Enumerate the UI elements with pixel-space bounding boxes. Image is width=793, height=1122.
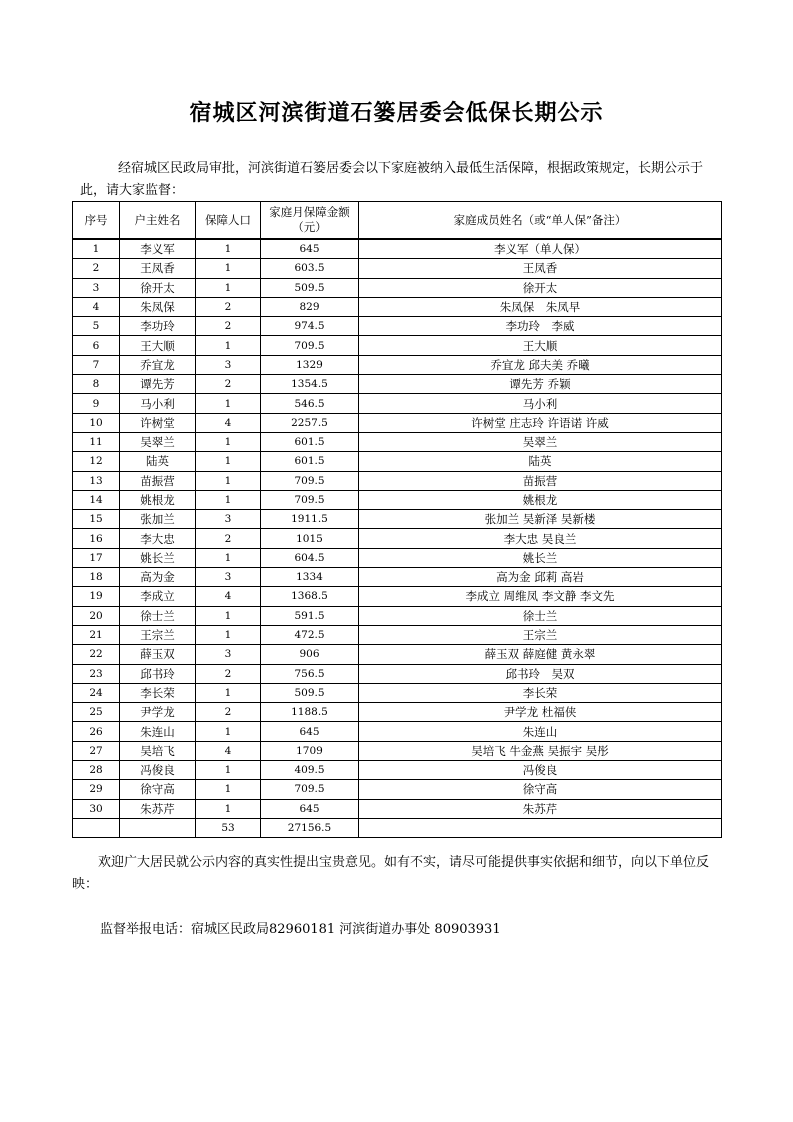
- cell-monthly-amount: 1368.5: [261, 587, 359, 606]
- cell-household-head: 高为金: [120, 568, 196, 587]
- table-total-row: [73, 818, 722, 837]
- cell-covered-persons: 2: [196, 703, 261, 722]
- cell-household-head: 王宗兰: [120, 625, 196, 644]
- cell-monthly-amount: 472.5: [261, 625, 359, 644]
- cell-family-members: 徐开太: [359, 278, 722, 297]
- cell-family-members: 姚根龙: [359, 490, 722, 509]
- cell-covered-persons: 4: [196, 413, 261, 432]
- table-row: [73, 761, 722, 780]
- table-row: [73, 703, 722, 722]
- cell-family-members: 许树堂 庄志玲 许语诺 许威: [359, 413, 722, 432]
- cell-family-members: 薛玉双 薛庭健 黄永翠: [359, 645, 722, 664]
- cell-serial: 21: [73, 625, 120, 644]
- cell-covered-persons: 3: [196, 645, 261, 664]
- cell-household-head: 尹学龙: [120, 703, 196, 722]
- cell-serial: 1: [73, 239, 120, 259]
- table-row: [73, 722, 722, 741]
- cell-monthly-amount: 645: [261, 799, 359, 818]
- cell-serial: 24: [73, 683, 120, 702]
- cell-serial: 28: [73, 761, 120, 780]
- table-row: [73, 394, 722, 413]
- cell-covered-persons: 4: [196, 587, 261, 606]
- cell-monthly-amount: 756.5: [261, 664, 359, 683]
- cell-household-head: 李大忠: [120, 529, 196, 548]
- cell-monthly-amount: 604.5: [261, 548, 359, 567]
- cell-family-members: 谭先芳 乔颖: [359, 375, 722, 394]
- cell-serial: 13: [73, 471, 120, 490]
- cell-monthly-amount: 1354.5: [261, 375, 359, 394]
- cell-serial: 15: [73, 510, 120, 529]
- cell-monthly-amount: 603.5: [261, 259, 359, 278]
- cell-family-members: 李功玲 李威: [359, 317, 722, 336]
- cell-serial: 8: [73, 375, 120, 394]
- cell-monthly-amount: 601.5: [261, 432, 359, 451]
- cell-household-head: 陆英: [120, 452, 196, 471]
- cell-covered-persons: 2: [196, 297, 261, 316]
- assistance-table: [72, 201, 722, 838]
- cell-family-members: 陆英: [359, 452, 722, 471]
- cell-monthly-amount: 974.5: [261, 317, 359, 336]
- cell-serial: 16: [73, 529, 120, 548]
- cell-monthly-amount: 709.5: [261, 471, 359, 490]
- header-covered-persons: 保障人口: [196, 202, 261, 240]
- cell-monthly-amount: 2257.5: [261, 413, 359, 432]
- cell-household-head: 薛玉双: [120, 645, 196, 664]
- cell-monthly-amount: 591.5: [261, 606, 359, 625]
- cell-household-head: 邱书玲: [120, 664, 196, 683]
- cell-family-members: 马小利: [359, 394, 722, 413]
- table-body: [73, 239, 722, 838]
- cell-covered-persons: 1: [196, 278, 261, 297]
- cell-covered-persons: 1: [196, 471, 261, 490]
- table-row: [73, 375, 722, 394]
- cell-monthly-amount: 1709: [261, 741, 359, 760]
- cell-covered-persons: 1: [196, 683, 261, 702]
- table-row: [73, 259, 722, 278]
- cell-household-head: 徐士兰: [120, 606, 196, 625]
- cell-household-head: 李长荣: [120, 683, 196, 702]
- cell-household-head: 冯俊良: [120, 761, 196, 780]
- cell-covered-persons: 1: [196, 239, 261, 259]
- cell-monthly-amount: 1188.5: [261, 703, 359, 722]
- cell-serial: 25: [73, 703, 120, 722]
- cell-family-members: 王宗兰: [359, 625, 722, 644]
- cell-family-members: 李大忠 吴良兰: [359, 529, 722, 548]
- cell-covered-persons: 1: [196, 606, 261, 625]
- table-row: [73, 780, 722, 799]
- cell-serial: 29: [73, 780, 120, 799]
- cell-covered-persons: 53: [196, 818, 261, 837]
- cell-household-head: 徐开太: [120, 278, 196, 297]
- cell-household-head: 李功玲: [120, 317, 196, 336]
- cell-serial: 9: [73, 394, 120, 413]
- cell-covered-persons: 2: [196, 529, 261, 548]
- cell-covered-persons: 2: [196, 317, 261, 336]
- cell-monthly-amount: 709.5: [261, 780, 359, 799]
- cell-covered-persons: 1: [196, 432, 261, 451]
- cell-covered-persons: 1: [196, 336, 261, 355]
- table-row: [73, 625, 722, 644]
- cell-family-members: 王凤香: [359, 259, 722, 278]
- cell-covered-persons: 1: [196, 452, 261, 471]
- table-header-row: [73, 202, 722, 240]
- table-row: [73, 317, 722, 336]
- cell-household-head: 朱苏芹: [120, 799, 196, 818]
- table-row: [73, 336, 722, 355]
- cell-serial: 19: [73, 587, 120, 606]
- table-row: [73, 413, 722, 432]
- intro-paragraph: 经宿城区民政局审批，河滨街道石篓居委会以下家庭被纳入最低生活保障，根据政策规定，长期公示于此，请大家监督：: [80, 161, 704, 198]
- cell-covered-persons: 3: [196, 355, 261, 374]
- cell-household-head: 乔宜龙: [120, 355, 196, 374]
- header-monthly-amount: 家庭月保障金额（元）: [261, 202, 359, 240]
- cell-covered-persons: 4: [196, 741, 261, 760]
- cell-monthly-amount: 27156.5: [261, 818, 359, 837]
- table-row: [73, 741, 722, 760]
- table-row: [73, 355, 722, 374]
- table-row: [73, 645, 722, 664]
- cell-family-members: 乔宜龙 邱夫美 乔曦: [359, 355, 722, 374]
- cell-family-members: 姚长兰: [359, 548, 722, 567]
- hotline-text: 监督举报电话：宿城区民政局82960181 河滨街道办事处 80903931: [100, 922, 501, 937]
- cell-family-members: 邱书玲 吴双: [359, 664, 722, 683]
- cell-household-head: 许树堂: [120, 413, 196, 432]
- cell-monthly-amount: 645: [261, 239, 359, 259]
- cell-household-head: 王凤香: [120, 259, 196, 278]
- cell-family-members: 张加兰 吴新泽 吴新楼: [359, 510, 722, 529]
- cell-covered-persons: 1: [196, 799, 261, 818]
- table-row: [73, 529, 722, 548]
- cell-serial: 30: [73, 799, 120, 818]
- cell-household-head: 朱连山: [120, 722, 196, 741]
- table-row: [73, 239, 722, 259]
- header-family-members: 家庭成员姓名（或“单人保”备注）: [359, 202, 722, 240]
- cell-serial: 26: [73, 722, 120, 741]
- cell-serial: 3: [73, 278, 120, 297]
- cell-covered-persons: 1: [196, 722, 261, 741]
- cell-household-head: 张加兰: [120, 510, 196, 529]
- cell-covered-persons: 1: [196, 490, 261, 509]
- table-row: [73, 799, 722, 818]
- cell-family-members: 尹学龙 杜福侠: [359, 703, 722, 722]
- cell-covered-persons: 3: [196, 510, 261, 529]
- cell-household-head: 马小利: [120, 394, 196, 413]
- cell-serial: 11: [73, 432, 120, 451]
- cell-covered-persons: 3: [196, 568, 261, 587]
- cell-family-members: 李义军（单人保）: [359, 239, 722, 259]
- table-row: [73, 606, 722, 625]
- cell-covered-persons: 1: [196, 548, 261, 567]
- cell-monthly-amount: 601.5: [261, 452, 359, 471]
- cell-serial: 22: [73, 645, 120, 664]
- table-row: [73, 568, 722, 587]
- cell-covered-persons: 1: [196, 394, 261, 413]
- cell-household-head: 李义军: [120, 239, 196, 259]
- table-row: [73, 683, 722, 702]
- cell-serial: 7: [73, 355, 120, 374]
- cell-family-members: 冯俊良: [359, 761, 722, 780]
- cell-family-members: 高为金 邱莉 高岩: [359, 568, 722, 587]
- cell-monthly-amount: 409.5: [261, 761, 359, 780]
- header-serial: 序号: [73, 202, 120, 240]
- cell-family-members: 王大顺: [359, 336, 722, 355]
- cell-serial: 17: [73, 548, 120, 567]
- cell-monthly-amount: 829: [261, 297, 359, 316]
- cell-monthly-amount: 906: [261, 645, 359, 664]
- cell-serial: 12: [73, 452, 120, 471]
- cell-covered-persons: 1: [196, 259, 261, 278]
- cell-family-members: 徐守高: [359, 780, 722, 799]
- cell-covered-persons: 1: [196, 780, 261, 799]
- cell-serial: 5: [73, 317, 120, 336]
- cell-monthly-amount: 709.5: [261, 490, 359, 509]
- page-title: 宿城区河滨街道石篓居委会低保长期公示: [189, 100, 604, 126]
- cell-family-members: 朱凤保 朱凤早: [359, 297, 722, 316]
- cell-household-head: 苗振营: [120, 471, 196, 490]
- cell-monthly-amount: 1329: [261, 355, 359, 374]
- cell-covered-persons: 2: [196, 375, 261, 394]
- cell-monthly-amount: 1015: [261, 529, 359, 548]
- cell-family-members: 徐士兰: [359, 606, 722, 625]
- table-row: [73, 548, 722, 567]
- cell-monthly-amount: 509.5: [261, 683, 359, 702]
- cell-monthly-amount: 1334: [261, 568, 359, 587]
- cell-serial: 23: [73, 664, 120, 683]
- cell-household-head: 朱凤保: [120, 297, 196, 316]
- table-row: [73, 664, 722, 683]
- cell-serial: 4: [73, 297, 120, 316]
- cell-household-head: 吴培飞: [120, 741, 196, 760]
- closing-paragraph: 欢迎广大居民就公示内容的真实性提出宝贵意见。如有不实，请尽可能提供事实依据和细节，向以下单位反映：: [72, 855, 710, 892]
- table-row: [73, 278, 722, 297]
- cell-serial: 10: [73, 413, 120, 432]
- table-row: [73, 587, 722, 606]
- cell-serial: 6: [73, 336, 120, 355]
- cell-covered-persons: 2: [196, 664, 261, 683]
- cell-family-members: 吴翠兰: [359, 432, 722, 451]
- cell-family-members: 苗振营: [359, 471, 722, 490]
- cell-household-head: 吴翠兰: [120, 432, 196, 451]
- cell-household-head: [120, 818, 196, 837]
- table-row: [73, 432, 722, 451]
- cell-family-members: 朱连山: [359, 722, 722, 741]
- cell-household-head: 王大顺: [120, 336, 196, 355]
- cell-monthly-amount: 546.5: [261, 394, 359, 413]
- cell-covered-persons: 1: [196, 761, 261, 780]
- table-row: [73, 471, 722, 490]
- table-row: [73, 452, 722, 471]
- cell-serial: 27: [73, 741, 120, 760]
- cell-family-members: 吴培飞 牛金燕 吴振宇 吴彤: [359, 741, 722, 760]
- cell-serial: 2: [73, 259, 120, 278]
- table-row: [73, 297, 722, 316]
- cell-household-head: 谭先芳: [120, 375, 196, 394]
- cell-monthly-amount: 645: [261, 722, 359, 741]
- table-row: [73, 490, 722, 509]
- table-row: [73, 510, 722, 529]
- cell-monthly-amount: 509.5: [261, 278, 359, 297]
- cell-household-head: 姚根龙: [120, 490, 196, 509]
- cell-serial: 14: [73, 490, 120, 509]
- cell-monthly-amount: 709.5: [261, 336, 359, 355]
- header-household-head: 户主姓名: [120, 202, 196, 240]
- cell-household-head: 徐守高: [120, 780, 196, 799]
- cell-monthly-amount: 1911.5: [261, 510, 359, 529]
- cell-family-members: [359, 818, 722, 837]
- cell-serial: 20: [73, 606, 120, 625]
- cell-serial: 18: [73, 568, 120, 587]
- cell-household-head: 姚长兰: [120, 548, 196, 567]
- cell-serial: [73, 818, 120, 837]
- cell-family-members: 李成立 周维凤 李文静 李文先: [359, 587, 722, 606]
- cell-family-members: 李长荣: [359, 683, 722, 702]
- cell-covered-persons: 1: [196, 625, 261, 644]
- cell-household-head: 李成立: [120, 587, 196, 606]
- cell-family-members: 朱苏芹: [359, 799, 722, 818]
